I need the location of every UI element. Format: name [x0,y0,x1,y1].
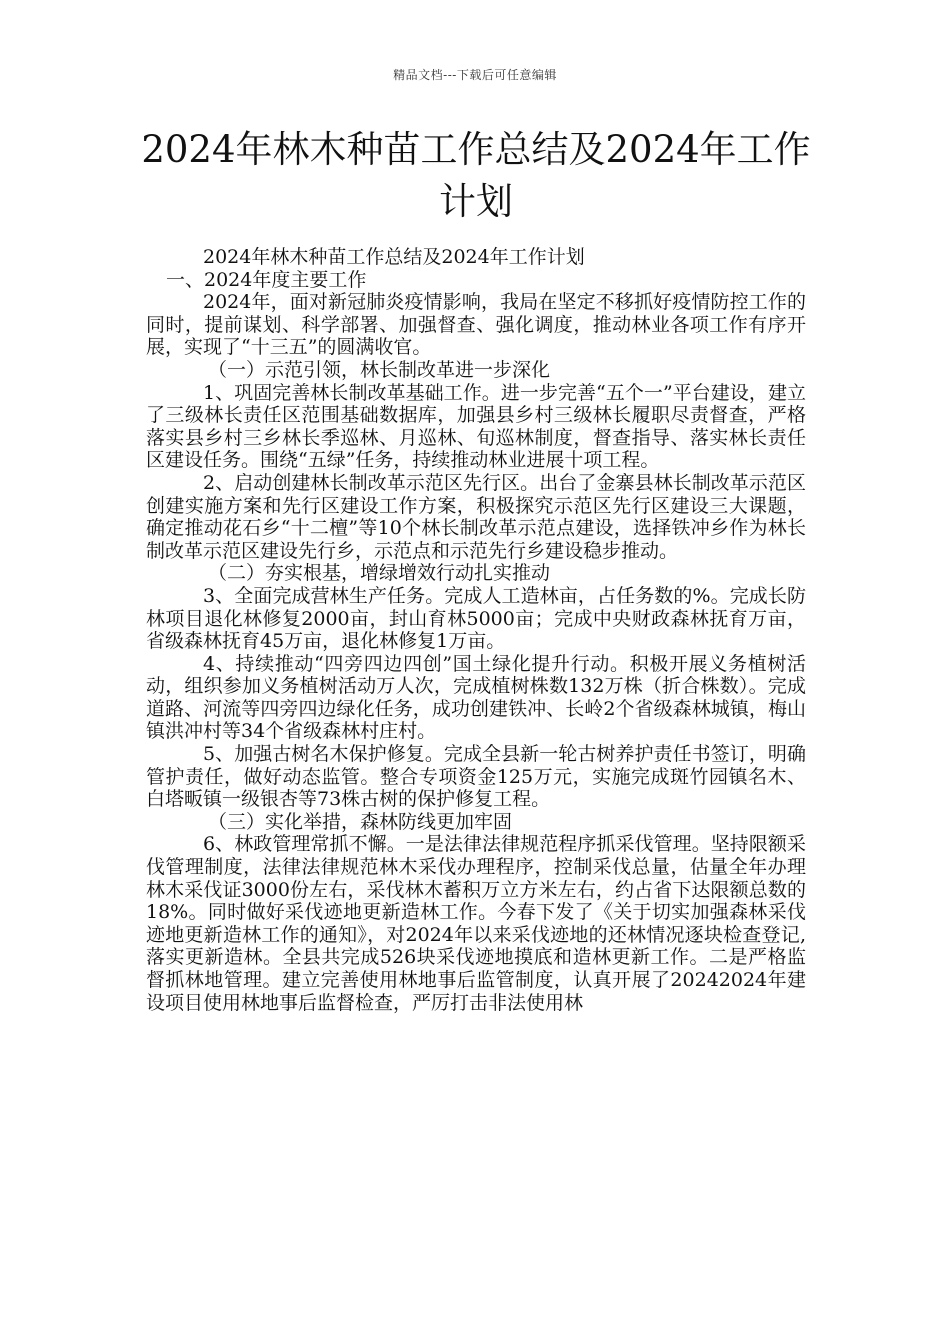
document-body [146,246,806,1014]
section-heading: 一、2024年度主要工作 [166,268,367,291]
paragraph-item-4: 4、持续推动“四旁四边四创”国土绿化提升行动。积极开展义务植树活动，组织参加义务植树活动万人次，完成植树株数132万株（折合株数）。完成道路、河流等四旁四边绿化任务，成功创建铁冲、长岭2个省级森林城镇，梅山镇洪冲村等34个省级森林村庄村。 [146,652,806,743]
subsection-heading-2: （二）夯实根基，增绿增效行动扎实推动 [208,562,551,585]
subsection-heading-3: （三）实化举措，森林防线更加牢固 [208,810,513,833]
paragraph-item-2: 2、启动创建林长制改革示范区先行区。出台了金寨县林长制改革示范区创建实施方案和先行区建设工作方案，积极探究示范区先行区建设三大课题，确定推动花石乡“十二檀”等10个林长制改革示范点建设，选择铁冲乡作为林长制改革示范区建设先行乡，示范点和示范先行乡建设稳步推动。 [146,471,806,562]
header-note: 精品文档---下载后可任意编辑 [393,68,557,82]
paragraph-item-3: 3、全面完成营林生产任务。完成人工造林亩，占任务数的%。完成长防林项目退化林修复2000亩，封山育林5000亩；完成中央财政森林抚育万亩，省级森林抚育45万亩，退化林修复1万亩。 [146,584,806,653]
paragraph-item-5: 5、加强古树名木保护修复。完成全县新一轮古树养护责任书签订，明确管护责任，做好动态监管。整合专项资金125万元，实施完成斑竹园镇名木、白塔畈镇一级银杏等73株古树的保护修复工程。 [146,743,806,811]
paragraph-item-1: 1、巩固完善林长制改革基础工作。进一步完善“五个一”平台建设，建立了三级林长责任区范围基础数据库，加强县乡村三级林长履职尽责督查，严格落实县乡村三乡林长季巡林、月巡林、旬巡林制度，督查指导、落实林长责任区建设任务。围绕“五绿”任务，持续推动林业进展十项工程。 [146,381,806,472]
body-subtitle: 2024年林木种苗工作总结及2024年工作计划 [203,246,585,268]
paragraph-item-6: 6、林政管理常抓不懈。一是法律法律规范程序抓采伐管理。坚持限额采伐管理制度，法律法律规范林木采伐办理程序，控制采伐总量，估量全年办理林木采伐证3000份左右，采伐林木蓄积万立方米左右，约占省下达限额总数的18%。同时做好采伐迹地更新造林工作。今春下发了《关于切实加强森林采伐迹地更新造林工作的通知》，对2024年以来采伐迹地的还林情况逐块检查登记,落实更新造林。全县共完成526块采伐迹地摸底和造林更新工作。二是严格监督抓林地管理。建立完善使用林地事后监管制度，认真开展了20242024年建设项目使用林地事后监督检查，严厉打击非法使用林 [146,833,806,1014]
subsection-heading-1: （一）示范引领，林长制改革进一步深化 [208,358,551,381]
document-title: 2024年林木种苗工作总结及2024年工作计划 [141,128,811,223]
paragraph-intro: 2024年，面对新冠肺炎疫情影响，我局在坚定不移抓好疫情防控工作的同时，提前谋划、科学部署、加强督查、强化调度，推动林业各项工作有序开展，实现了“十三五”的圆满收官。 [146,291,806,359]
